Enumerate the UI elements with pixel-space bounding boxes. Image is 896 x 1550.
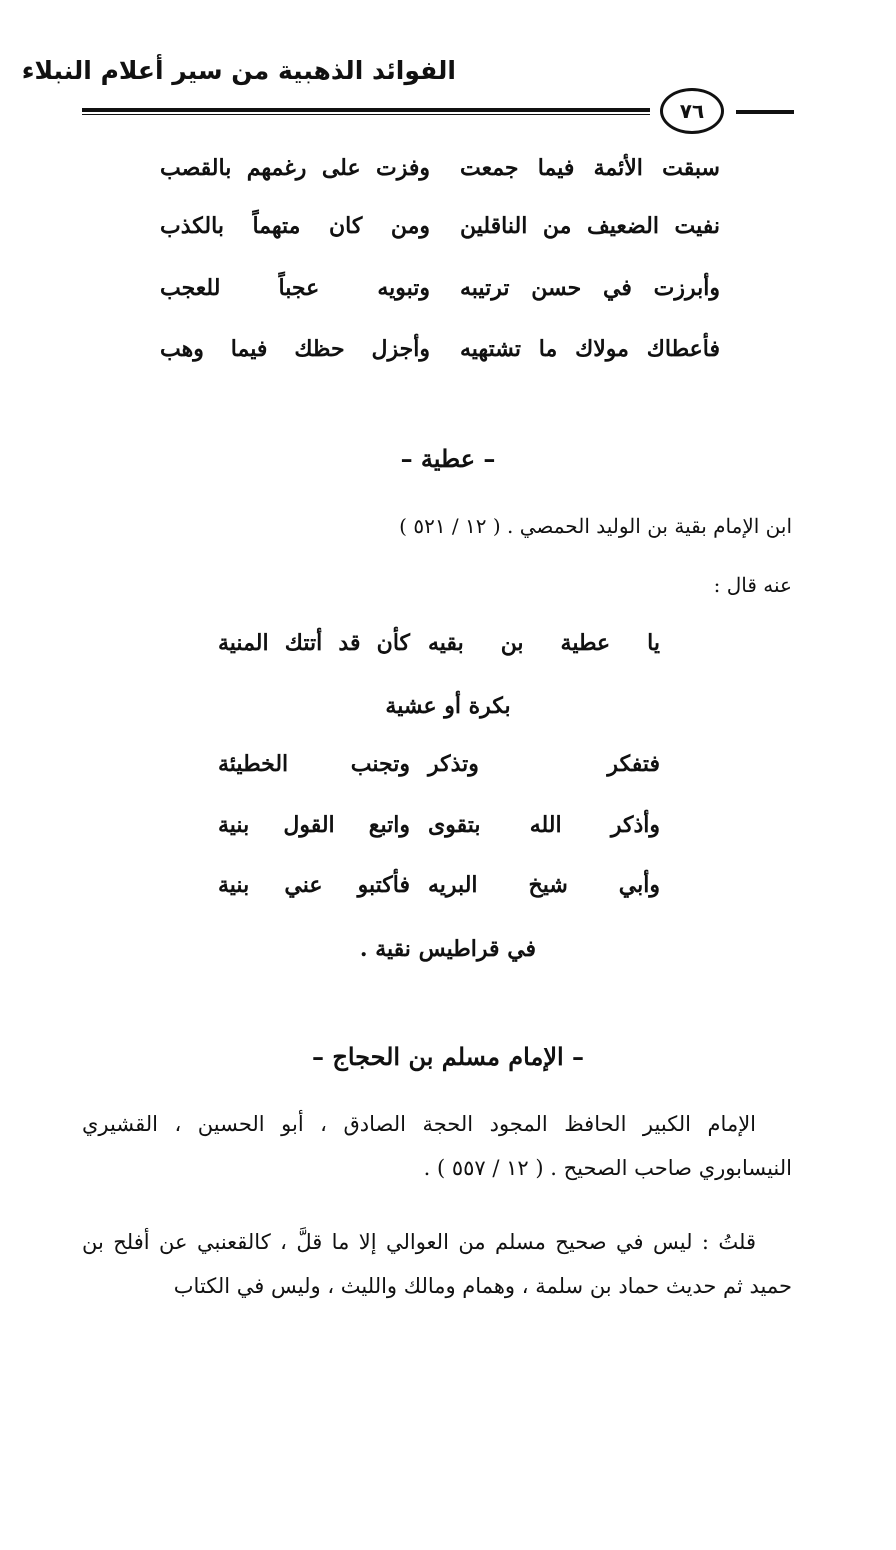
section-title-atiyya: – عطية – bbox=[400, 444, 496, 473]
hemistich-second: واتبع القول بنية bbox=[218, 812, 410, 838]
hemistich-second: وأجزل حظك فيما وهب bbox=[160, 336, 430, 362]
poem2-closing-line: في قراطيس نقية . bbox=[359, 936, 537, 962]
biography-paragraph: الإمام الكبير الحافظ المجود الحجة الصادق ، أبو الحسين ، القشيري النيسابوري صاحب الصحيح . ( ١٢ / ٥٥٧ ) . bbox=[82, 1112, 792, 1180]
hemistich-first: نفيت الضعيف من الناقلين bbox=[460, 213, 720, 239]
hemistich-first: وأبرزت في حسن ترتيبه bbox=[460, 275, 720, 301]
hemistich-second: وتبويه عجباً للعجب bbox=[160, 275, 430, 301]
poem2-verse bbox=[0, 751, 896, 791]
header-rule-right bbox=[736, 110, 794, 114]
poem1-verse bbox=[0, 275, 896, 315]
hemistich-first: يا عطية بن بقيه bbox=[428, 630, 660, 656]
poem2-single-line: بكرة أو عشية bbox=[385, 693, 511, 719]
section-said: عنه قال : bbox=[713, 573, 792, 597]
poem2-verse bbox=[0, 630, 896, 670]
hemistich-first: وأبي شيخ البريه bbox=[428, 872, 660, 898]
poem1-verse bbox=[0, 155, 896, 195]
hemistich-second: وفزت على رغمهم بالقصب bbox=[160, 155, 430, 181]
hemistich-first: سبقت الأئمة فيما جمعت bbox=[460, 155, 720, 181]
page-number-badge: ٧٦ bbox=[660, 88, 724, 134]
running-header-title: الفوائد الذهبية من سير أعلام النبلاء bbox=[21, 56, 456, 85]
poem2-verse bbox=[0, 812, 896, 852]
header-rule-left bbox=[82, 108, 650, 115]
poem1-verse bbox=[0, 213, 896, 253]
hemistich-first: فأعطاك مولاك ما تشتهيه bbox=[460, 336, 720, 362]
commentary-paragraph: قلتُ : ليس في صحيح مسلم من العوالي إلا ما قلَّ ، كالقعنبي عن أفلح بن حميد ثم حديث حماد بن سلمة ، وهمام ومالك والليث ، وليس في الكتاب bbox=[82, 1230, 792, 1298]
poem2-verse bbox=[0, 872, 896, 912]
section-title-muslim: – الإمام مسلم بن الحجاج – bbox=[311, 1042, 585, 1071]
hemistich-first: وأذكر الله بتقوى bbox=[428, 812, 660, 838]
hemistich-first: فتفكر وتذكر bbox=[428, 751, 660, 777]
hemistich-second: وتجنب الخطيئة bbox=[218, 751, 410, 777]
poem1-verse bbox=[0, 336, 896, 376]
hemistich-second: ومن كان متهماً بالكذب bbox=[160, 213, 430, 239]
hemistich-second: فأكتبو عني بنية bbox=[218, 872, 410, 898]
section-intro: ابن الإمام بقية بن الوليد الحمصي . ( ١٢ / ٥٢١ ) bbox=[399, 514, 792, 538]
hemistich-second: كأن قد أتتك المنية bbox=[218, 630, 410, 656]
